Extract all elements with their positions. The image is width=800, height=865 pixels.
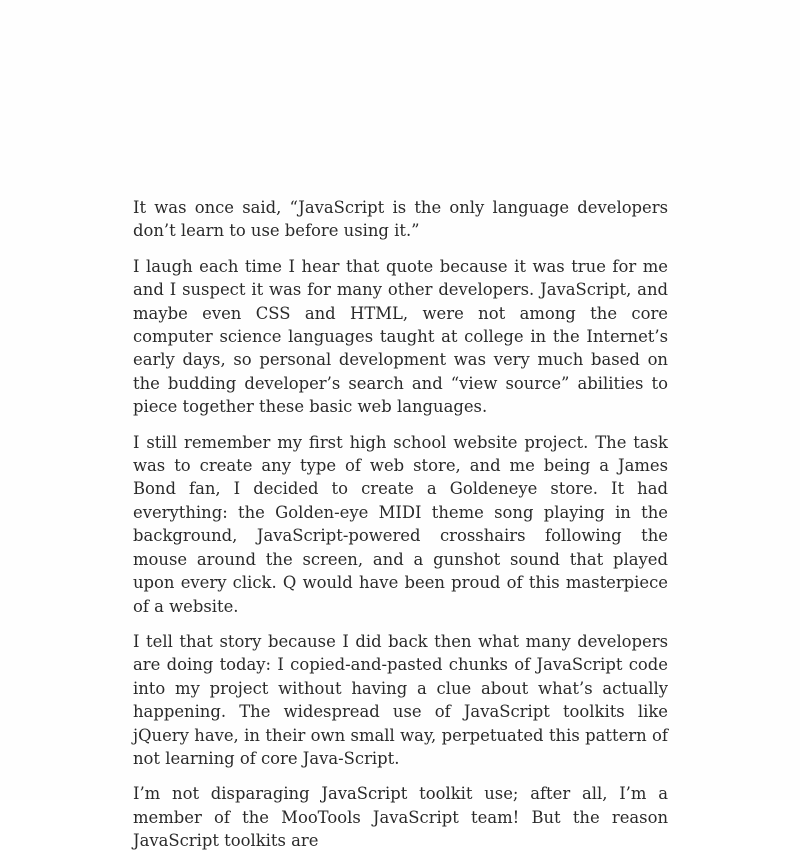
paragraph: I tell that story because I did back then what many developers are doing today: I copied-and-pasted chunks of JavaScript code into my project without having a clue about what’s actually happening. The widespread use of JavaScript toolkits like jQuery have, in their own small way, perpetuated this pattern of not learning of core Java-Script. [133,631,668,768]
paragraph: It was once said, “JavaScript is the only language developers don’t learn to use before using it.” [133,198,668,241]
paragraph: I’m not disparaging JavaScript toolkit use; after all, I’m a member of the MooTools JavaScript team! But the reason JavaScript toolkits are [133,784,668,851]
paragraph: I laugh each time I hear that quote because it was true for me and I suspect it was for many other developers. JavaScript, and maybe even CSS and HTML, were not among the core computer science languages taught at college in the Internet’s early days, so personal development was very much based on the budding developer’s search and “view source” abilities to piece together these basic web languages. [133,256,668,417]
paragraph: I still remember my first high school website project. The task was to create any type of web store, and me being a James Bond fan, I decided to create a Goldeneye store. It had everything: the Golden-eye MIDI theme song playing in the background, JavaScript-powered crosshairs following the mouse around the screen, and a gunshot sound that played upon every click. Q would have been proud of this masterpiece of a website. [133,432,668,616]
body-text [133,196,668,865]
